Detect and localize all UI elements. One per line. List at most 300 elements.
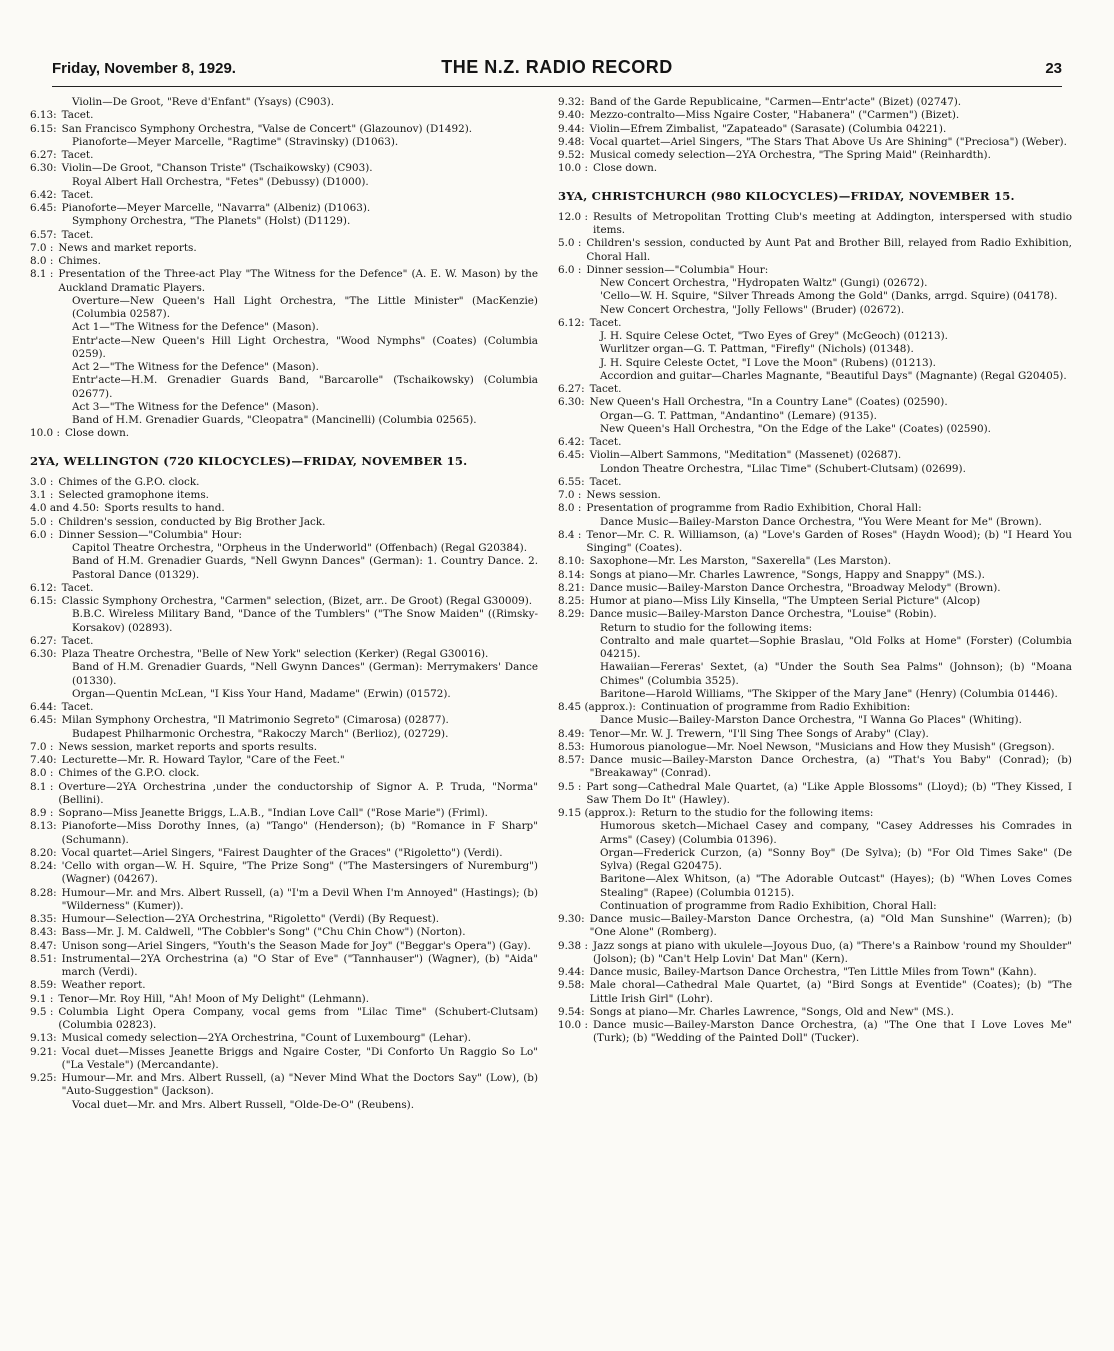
programme-entry xyxy=(30,502,538,515)
programme-time: 9.44: xyxy=(558,122,585,135)
programme-text: Dance music—Bailey-Marston Dance Orchestra, (a) "Old Man Sunshine" (Warren); (b) "One Alone" (Romberg). xyxy=(589,913,1072,939)
programme-entry xyxy=(558,728,1072,741)
programme-text: Return to studio for the following items: xyxy=(600,621,813,634)
programme-text: 'Cello with organ—W. H. Squire, "The Prize Song" ("The Mastersingers of Nuremburg") (Wagner) (04267). xyxy=(61,860,538,886)
programme-text: Tacet. xyxy=(61,149,94,161)
programme-entry xyxy=(558,807,1072,820)
programme-entry xyxy=(558,582,1072,595)
programme-time: 8.4 : xyxy=(558,528,582,541)
programme-entry xyxy=(558,370,1072,383)
programme-time: 8.28: xyxy=(30,886,57,899)
programme-text: Part song—Cathedral Male Quartet, (a) "Like Apple Blossoms" (Lloyd); (b) "They Kissed, I Saw Them Do It" (Hawley). xyxy=(586,780,1072,806)
programme-entry xyxy=(558,476,1072,489)
programme-time: 9.52: xyxy=(558,149,585,161)
programme-text: Capitol Theatre Orchestra, "Orpheus in the Underworld" (Offenbach) (Regal G20384). xyxy=(72,542,527,554)
programme-text: Selected gramophone items. xyxy=(58,489,209,501)
programme-time: 3.1 : xyxy=(30,489,54,501)
programme-entry xyxy=(30,162,538,175)
programme-time: 9.38 : xyxy=(558,939,588,952)
programme-time: 9.48: xyxy=(558,135,585,148)
programme-entry xyxy=(30,414,538,427)
programme-time: 8.57: xyxy=(558,754,585,766)
programme-entry xyxy=(558,149,1072,162)
programme-text: Overture—2YA Orchestrina ,under the conductorship of Signor A. P. Truda, "Norma" (Bellini). xyxy=(58,780,538,806)
programme-time: 6.0 : xyxy=(558,263,582,276)
programme-text: Hawaiian—Fereras' Sextet, (a) "Under the South Sea Palms" (Johnson); (b) "Moana Chimes" (Columbia 3525). xyxy=(600,661,1072,687)
programme-time: 6.57: xyxy=(30,228,57,241)
programme-text: Close down. xyxy=(592,162,658,175)
programme-time: 8.1 : xyxy=(30,780,54,793)
programme-time: 12.0 : xyxy=(558,210,588,223)
programme-entry xyxy=(558,383,1072,396)
programme-text: Baritone—Harold Williams, "The Skipper of the Mary Jane" (Henry) (Columbia 01446). xyxy=(600,687,1058,700)
programme-time: 8.21: xyxy=(558,581,585,594)
programme-text: Royal Albert Hall Orchestra, "Fetes" (Debussy) (D1000). xyxy=(72,175,369,188)
programme-text: Dance Music—Bailey-Marston Dance Orchestra, "You Were Meant for Me" (Brown). xyxy=(600,515,1042,528)
programme-text: Chimes. xyxy=(58,255,101,267)
programme-time: 6.15: xyxy=(30,595,57,607)
programme-text: Mezzo-contralto—Miss Ngaire Coster, "Habanera" ("Carmen") (Bizet). xyxy=(589,109,960,122)
programme-entry xyxy=(30,489,538,502)
programme-text: News session. xyxy=(586,489,661,501)
programme-time: 8.0 : xyxy=(30,255,54,267)
programme-time: 9.54: xyxy=(558,1005,585,1018)
programme-text: Accordion and guitar—Charles Magnante, "Beautiful Days" (Magnante) (Regal G20405). xyxy=(600,369,1067,382)
programme-time: 8.35: xyxy=(30,913,57,925)
programme-text: Band of H.M. Grenadier Guards, "Nell Gwynn Dances" (German): 1. Country Dance. 2. Pastoral Dance (01329). xyxy=(72,555,538,581)
programme-text: Vocal duet—Mr. and Mrs. Albert Russell, "Olde-De-O" (Reubens). xyxy=(72,1098,415,1111)
programme-text: Humorous pianologue—Mr. Noel Newson, "Musicians and How they Musish" (Gregson). xyxy=(589,740,1055,753)
programme-text: Entr'acte—New Queen's Hill Light Orchestra, "Wood Nymphs" (Coates) (Columbia 0259). xyxy=(72,334,538,360)
programme-entry xyxy=(30,993,538,1006)
programme-text: Tacet. xyxy=(61,228,94,241)
programme-entry xyxy=(30,109,538,122)
programme-entry xyxy=(558,136,1072,149)
programme-entry xyxy=(558,1019,1072,1046)
programme-time: 6.13: xyxy=(30,109,57,122)
programme-text: Presentation of the Three-act Play "The Witness for the Defence" (A. E. W. Mason) by the Auckland Dramatic Players. xyxy=(58,268,538,294)
programme-entry xyxy=(30,215,538,228)
programme-text: Soprano—Miss Jeanette Briggs, L.A.B., "Indian Love Call" ("Rose Marie") (Friml). xyxy=(58,807,488,819)
programme-time: 6.0 : xyxy=(30,528,54,541)
programme-entry xyxy=(30,321,538,334)
programme-entry xyxy=(558,900,1072,913)
programme-entry xyxy=(558,873,1072,900)
programme-entry xyxy=(30,847,538,860)
programme-entry xyxy=(558,423,1072,436)
programme-text: Violin—Efrem Zimbalist, "Zapateado" (Sarasate) (Columbia 04221). xyxy=(589,122,947,135)
programme-text: B.B.C. Wireless Military Band, "Dance of the Tumblers" ("The Snow Maiden" ((Rimsky-Korsakov) (02893). xyxy=(72,608,538,634)
programme-text: Humor at piano—Miss Lily Kinsella, "The Umpteen Serial Picture" (Alcop) xyxy=(589,595,981,607)
programme-text: New Concert Orchestra, "Jolly Fellows" (Bruder) (02672). xyxy=(600,303,905,316)
programme-time: 6.45: xyxy=(30,202,57,214)
programme-time: 10.0 : xyxy=(30,427,60,440)
programme-entry xyxy=(558,688,1072,701)
programme-text: Budapest Philharmonic Orchestra, "Rakoczy March" (Berlioz), (02729). xyxy=(72,727,449,740)
programme-entry xyxy=(558,290,1072,303)
programme-text: Milan Symphony Orchestra, "Il Matrimonio Segreto" (Cimarosa) (02877). xyxy=(61,714,449,727)
programme-text: Tacet. xyxy=(61,188,94,201)
programme-text: Act 3—"The Witness for the Defence" (Mason). xyxy=(72,400,319,413)
programme-time: 9.21: xyxy=(30,1045,57,1058)
programme-text: Dance music—Bailey-Marston Dance Orchestra, (a) "That's You Baby" (Conrad); (b) "Breakaway" (Conrad). xyxy=(589,754,1072,780)
programme-time: 8.0 : xyxy=(558,502,582,515)
programme-entry xyxy=(30,176,538,189)
programme-entry xyxy=(30,701,538,714)
programme-text: Pianoforte—Meyer Marcelle, "Ragtime" (Stravinsky) (D1063). xyxy=(72,135,399,148)
programme-entry xyxy=(558,330,1072,343)
programme-entry xyxy=(30,401,538,414)
programme-entry xyxy=(30,189,538,202)
programme-entry xyxy=(558,162,1072,175)
programme-text: Tenor—Mr. Roy Hill, "Ah! Moon of My Delight" (Lehmann). xyxy=(58,992,370,1005)
programme-text: Songs at piano—Mr. Charles Lawrence, "Songs, Happy and Snappy" (MS.). xyxy=(589,568,985,581)
programme-text: Dance Music—Bailey-Marston Dance Orchestra, "I Wanna Go Places" (Whiting). xyxy=(600,714,1022,727)
programme-text: Instrumental—2YA Orchestrina (a) "O Star of Eve" ("Tannhauser") (Wagner), (b) "Aida" march (Verdi). xyxy=(61,952,538,978)
programme-entry xyxy=(30,542,538,555)
programme-text: New Queen's Hall Orchestra, "In a Country Lane" (Coates) (02590). xyxy=(589,396,948,409)
programme-entry xyxy=(30,335,538,362)
programme-entry xyxy=(30,516,538,529)
programme-text: Sports results to hand. xyxy=(104,502,225,515)
programme-text: Tacet. xyxy=(61,109,94,122)
programme-text: Unison song—Ariel Singers, "Youth's the Season Made for Joy" ("Beggar's Opera") (Gay). xyxy=(61,939,531,952)
programme-time: 7.0 : xyxy=(558,489,582,501)
programme-text: Organ—Quentin McLean, "I Kiss Your Hand, Madame" (Erwin) (01572). xyxy=(72,687,451,700)
programme-time: 10.0 : xyxy=(558,1019,588,1031)
programme-time: 6.12: xyxy=(558,316,585,329)
programme-entry xyxy=(558,109,1072,122)
programme-text: Dinner session—"Columbia" Hour: xyxy=(586,263,769,276)
programme-text: Tacet. xyxy=(589,475,622,488)
programme-entry xyxy=(30,754,538,767)
programme-time: 6.27: xyxy=(30,634,57,647)
programme-entry xyxy=(30,149,538,162)
programme-text: Tacet. xyxy=(589,316,622,329)
programme-entry xyxy=(30,136,538,149)
programme-entry xyxy=(558,569,1072,582)
programme-entry xyxy=(30,648,538,661)
programme-text: Humour—Selection—2YA Orchestrina, "Rigoletto" (Verdi) (By Request). xyxy=(61,913,440,925)
programme-time: 8.9 : xyxy=(30,807,54,819)
programme-text: Baritone—Alex Whitson, (a) "The Adorable Outcast" (Hayes); (b) "When Loves Comes Stealing" (Rapee) (Columbia 01215). xyxy=(600,873,1072,899)
programme-text: Overture—New Queen's Hall Light Orchestra, "The Little Minister" (MacKenzie) (Columbia 02587). xyxy=(72,294,538,320)
programme-text: London Theatre Orchestra, "Lilac Time" (Schubert-Clutsam) (02699). xyxy=(600,462,966,475)
programme-entry xyxy=(30,781,538,808)
programme-text: Band of H.M. Grenadier Guards, "Nell Gwynn Dances" (German): Merrymakers' Dance (01330). xyxy=(72,661,538,687)
programme-entry xyxy=(558,123,1072,136)
programme-text: 'Cello—W. H. Squire, "Silver Threads Among the Gold" (Danks, arrgd. Squire) (04178). xyxy=(600,290,1058,303)
programme-entry xyxy=(558,529,1072,556)
programme-text: Jazz songs at piano with ukulele—Joyous Duo, (a) "There's a Rainbow 'round my Shoulder" (Jolson); (b) "Can't Help Lovin' Dat Man" (Kern). xyxy=(592,939,1072,965)
programme-entry xyxy=(558,264,1072,277)
programme-entry xyxy=(30,427,538,440)
programme-time: 3.0 : xyxy=(30,475,54,488)
programme-entry xyxy=(558,304,1072,317)
programme-entry xyxy=(558,913,1072,940)
programme-time: 9.44: xyxy=(558,966,585,978)
programme-time: 9.25: xyxy=(30,1072,57,1084)
programme-entry xyxy=(30,123,538,136)
programme-text: Humorous sketch—Michael Casey and company, "Casey Addresses his Comrades in Arms" (Casey) (Columbia 01396). xyxy=(600,820,1072,846)
programme-text: Lecturette—Mr. R. Howard Taylor, "Care of the Feet." xyxy=(61,754,345,766)
programme-text: Close down. xyxy=(64,427,130,440)
programme-time: 6.45: xyxy=(30,714,57,727)
programme-entry xyxy=(558,502,1072,515)
programme-entry xyxy=(558,211,1072,238)
programme-text: Symphony Orchestra, "The Planets" (Holst) (D1129). xyxy=(72,215,351,228)
programme-time: 6.30: xyxy=(30,648,57,660)
programme-text: Bass—Mr. J. M. Caldwell, "The Cobbler's Song" ("Chu Chin Chow") (Norton). xyxy=(61,926,466,939)
programme-entry xyxy=(30,635,538,648)
programme-entry xyxy=(30,940,538,953)
programme-text: Dinner Session—"Columbia" Hour: xyxy=(58,528,242,541)
programme-time: 8.25: xyxy=(558,595,585,607)
programme-entry xyxy=(30,268,538,295)
station-heading: 3YA, CHRISTCHURCH (980 KILOCYCLES)—FRIDAY, NOVEMBER 15. xyxy=(558,188,1015,203)
programme-text: Act 1—"The Witness for the Defence" (Mason). xyxy=(72,321,319,334)
programme-entry xyxy=(30,582,538,595)
programme-text: Musical comedy selection—2YA Orchestrina, "Count of Luxembourg" (Lehar). xyxy=(61,1032,472,1045)
programme-entry xyxy=(30,741,538,754)
programme-entry xyxy=(30,555,538,582)
programme-text: Chimes of the G.P.O. clock. xyxy=(58,475,200,488)
programme-entry xyxy=(558,940,1072,967)
programme-text: Humour—Mr. and Mrs. Albert Russell, (a) "Never Mind What the Doctors Say" (Low), (b) "Auto-Suggestion" (Jackson). xyxy=(61,1072,538,1098)
programme-text: Entr'acte—H.M. Grenadier Guards Band, "Barcarolle" (Tschaikowsky) (Columbia 02677). xyxy=(72,374,538,400)
programme-entry xyxy=(30,374,538,401)
programme-time: 8.1 : xyxy=(30,268,54,281)
programme-text: Dance music—Bailey-Marston Dance Orchestra, "Broadway Melody" (Brown). xyxy=(589,581,1001,594)
programme-entry xyxy=(558,436,1072,449)
programme-time: 5.0 : xyxy=(30,515,54,528)
programme-entry xyxy=(558,781,1072,808)
programme-time: 9.32: xyxy=(558,96,585,108)
programme-text: Chimes of the G.P.O. clock. xyxy=(58,767,200,780)
programme-entry xyxy=(30,728,538,741)
programme-text: Tenor—Mr. C. R. Williamson, (a) "Love's Garden of Roses" (Haydn Wood); (b) "I Heard You Singing" (Coates). xyxy=(586,528,1072,554)
programme-time: 6.42: xyxy=(558,436,585,448)
programme-entry xyxy=(558,820,1072,847)
programme-text: Organ—G. T. Pattman, "Andantino" (Lemare) (9135). xyxy=(600,409,877,422)
programme-time: 8.43: xyxy=(30,926,57,939)
programme-entry xyxy=(30,595,538,608)
programme-text: Results of Metropolitan Trotting Club's meeting at Addington, interspersed with studio items. xyxy=(592,210,1072,236)
programme-entry xyxy=(30,860,538,887)
programme-text: Wurlitzer organ—G. T. Pattman, "Firefly" (Nichols) (01348). xyxy=(600,343,914,356)
programme-entry xyxy=(30,1046,538,1073)
programme-time: 9.5 : xyxy=(558,780,582,793)
programme-text: Vocal duet—Misses Jeanette Briggs and Ngaire Coster, "Di Conforto Un Raggio So Lo" ("La Vestale") (Mercandante). xyxy=(61,1045,538,1071)
programme-time: 6.27: xyxy=(558,383,585,395)
programme-text: J. H. Squire Celeste Octet, "I Love the Moon" (Rubens) (01213). xyxy=(600,356,936,369)
programme-entry xyxy=(558,516,1072,529)
programme-time: 9.5 : xyxy=(30,1005,54,1018)
programme-time: 6.30: xyxy=(558,396,585,409)
programme-entry xyxy=(30,820,538,847)
programme-text: Vocal quartet—Ariel Singers, "The Stars That Above Us Are Shining" ("Preciosa") (Weber). xyxy=(589,135,1067,148)
programme-entry xyxy=(30,1072,538,1099)
programme-entry xyxy=(30,361,538,374)
programme-text: Humour—Mr. and Mrs. Albert Russell, (a) "I'm a Devil When I'm Annoyed" (Hastings); (b) "Wilderness" (Kumer)). xyxy=(61,886,538,912)
programme-time: 9.1 : xyxy=(30,992,54,1005)
programme-entry xyxy=(30,295,538,322)
programme-text: Band of the Garde Republicaine, "Carmen—Entr'acte" (Bizet) (02747). xyxy=(589,96,962,108)
programme-time: 7.0 : xyxy=(30,740,54,753)
programme-text: Dance music—Bailey-Marston Dance Orchestra, (a) "The One that I Love Loves Me" (Turk); (b) "Wedding of the Painted Doll" (Tucker). xyxy=(592,1019,1072,1045)
programme-text: Continuation of programme from Radio Exhibition, Choral Hall: xyxy=(600,899,937,912)
programme-entry xyxy=(30,926,538,939)
programme-text: Musical comedy selection—2YA Orchestra, "The Spring Maid" (Reinhardth). xyxy=(589,149,991,161)
programme-time: 9.58: xyxy=(558,979,585,992)
programme-entry xyxy=(558,343,1072,356)
programme-text: Pianoforte—Miss Dorothy Innes, (a) "Tango" (Henderson); (b) "Romance in F Sharp" (Schumann). xyxy=(61,820,538,846)
programme-text: Tacet. xyxy=(589,436,622,448)
programme-text: Tacet. xyxy=(61,581,94,594)
programme-time: 6.15: xyxy=(30,122,57,135)
programme-text: Dance music—Bailey-Marston Dance Orchestra, "Louise" (Robin). xyxy=(589,608,937,621)
programme-time: 9.30: xyxy=(558,913,585,925)
programme-text: Band of H.M. Grenadier Guards, "Cleopatra" (Mancinelli) (Columbia 02565). xyxy=(72,414,477,426)
programme-entry xyxy=(30,255,538,268)
programme-entry xyxy=(558,96,1072,109)
station-heading: 2YA, WELLINGTON (720 KILOCYCLES)—FRIDAY, NOVEMBER 15. xyxy=(30,453,468,468)
programme-entry xyxy=(558,489,1072,502)
programme-time: 8.20: xyxy=(30,846,57,859)
programme-text: Weather report. xyxy=(61,979,146,992)
programme-time: 8.47: xyxy=(30,939,57,952)
programme-entry xyxy=(30,96,538,109)
programme-entry xyxy=(30,807,538,820)
programme-entry xyxy=(30,767,538,780)
programme-text: Plaza Theatre Orchestra, "Belle of New York" selection (Kerker) (Regal G30016). xyxy=(61,648,489,660)
page-header xyxy=(52,57,1062,87)
programme-text: News session, market reports and sports results. xyxy=(58,740,318,753)
programme-entry xyxy=(30,661,538,688)
programme-text: Act 2—"The Witness for the Defence" (Mason). xyxy=(72,361,319,373)
programme-entry xyxy=(558,410,1072,423)
programme-text: Contralto and male quartet—Sophie Braslau, "Old Folks at Home" (Forster) (Columbia 04215). xyxy=(600,634,1072,660)
programme-entry xyxy=(558,847,1072,874)
programme-time: 6.44: xyxy=(30,701,57,713)
programme-entry xyxy=(558,714,1072,727)
programme-time: 6.42: xyxy=(30,188,57,201)
programme-entry xyxy=(558,317,1072,330)
programme-text: New Concert Orchestra, "Hydropaten Waltz" (Gungi) (02672). xyxy=(600,277,928,289)
programme-entry xyxy=(558,463,1072,476)
programme-entry xyxy=(30,913,538,926)
programme-entry xyxy=(30,714,538,727)
programme-time: 6.30: xyxy=(30,162,57,175)
programme-text: Children's session, conducted by Big Brother Jack. xyxy=(58,515,326,528)
programme-time: 10.0 : xyxy=(558,162,588,175)
programme-entry xyxy=(558,754,1072,781)
programme-time: 8.14: xyxy=(558,568,585,581)
programme-time: 8.59: xyxy=(30,979,57,992)
programme-entry xyxy=(30,529,538,542)
programme-entry xyxy=(558,595,1072,608)
programme-time: 8.53: xyxy=(558,740,585,753)
programme-entry xyxy=(30,1032,538,1045)
programme-entry xyxy=(30,979,538,992)
programme-time: 9.40: xyxy=(558,109,585,122)
programme-text: Tacet. xyxy=(61,701,94,713)
programme-time: 4.0 and 4.50: xyxy=(30,502,100,515)
left-column xyxy=(30,96,538,1337)
programme-text: Organ—Frederick Curzon, (a) "Sonny Boy" (De Sylva); (b) "For Old Times Sake" (De Sylva) (Regal G20475). xyxy=(600,846,1072,872)
programme-text: Tacet. xyxy=(61,634,94,647)
programme-text: Classic Symphony Orchestra, "Carmen" selection, (Bizet, arr.. De Groot) (Regal G30009). xyxy=(61,595,533,607)
programme-entry xyxy=(558,1006,1072,1019)
programme-text: J. H. Squire Celese Octet, "Two Eyes of Grey" (McGeoch) (01213). xyxy=(600,330,948,342)
programme-text: Presentation of programme from Radio Exhibition, Choral Hall: xyxy=(586,502,922,515)
programme-entry xyxy=(558,449,1072,462)
programme-time: 7.40: xyxy=(30,754,57,766)
programme-entry xyxy=(30,688,538,701)
programme-entry xyxy=(558,396,1072,409)
programme-entry xyxy=(558,237,1072,264)
programme-entry xyxy=(558,979,1072,1006)
programme-time: 8.0 : xyxy=(30,767,54,780)
programme-entry xyxy=(558,741,1072,754)
programme-text: Continuation of programme from Radio Exhibition: xyxy=(640,701,911,713)
programme-text: Tenor—Mr. W. J. Trewern, "I'll Sing Thee Songs of Araby" (Clay). xyxy=(589,727,929,740)
programme-entry xyxy=(558,357,1072,370)
programme-text: News and market reports. xyxy=(58,241,197,254)
programme-time: 8.45 (approx.): xyxy=(558,701,636,713)
programme-text: Songs at piano—Mr. Charles Lawrence, "Songs, Old and New" (MS.). xyxy=(589,1005,954,1018)
programme-text: Tacet. xyxy=(589,383,622,395)
programme-text: Children's session, conducted by Aunt Pat and Brother Bill, relayed from Radio Exhibition, Choral Hall. xyxy=(586,237,1072,263)
programme-time: 8.10: xyxy=(558,555,585,568)
programme-text: Dance music, Bailey-Martson Dance Orchestra, "Ten Little Miles from Town" (Kahn). xyxy=(589,966,1037,978)
programme-entry xyxy=(558,277,1072,290)
programme-text: New Queen's Hall Orchestra, "On the Edge of the Lake" (Coates) (02590). xyxy=(600,422,991,435)
programme-time: 6.55: xyxy=(558,475,585,488)
programme-time: 8.29: xyxy=(558,608,585,621)
programme-time: 9.15 (approx.): xyxy=(558,807,636,819)
programme-text: San Francisco Symphony Orchestra, "Valse de Concert" (Glazounov) (D1492). xyxy=(61,122,473,135)
programme-entry xyxy=(558,966,1072,979)
programme-time: 9.13: xyxy=(30,1032,57,1045)
programme-entry xyxy=(30,1099,538,1112)
programme-time: 6.12: xyxy=(30,581,57,594)
programme-entry xyxy=(558,635,1072,662)
programme-time: 8.49: xyxy=(558,727,585,740)
programme-entry xyxy=(558,661,1072,688)
programme-text: Columbia Light Opera Company, vocal gems from "Lilac Time" (Schubert-Clutsam) (Columbia 02823). xyxy=(58,1005,538,1031)
programme-entry xyxy=(558,555,1072,568)
right-column xyxy=(558,96,1072,1337)
programme-text: Violin—De Groot, "Reve d'Enfant" (Ysays) (C903). xyxy=(72,96,335,108)
programme-text: Male choral—Cathedral Male Quartet, (a) "Bird Songs at Eventide" (Coates); (b) "The Little Irish Girl" (Lohr). xyxy=(589,979,1072,1005)
programme-text: Pianoforte—Meyer Marcelle, "Navarra" (Albeniz) (D1063). xyxy=(61,202,371,214)
programme-entry xyxy=(30,608,538,635)
programme-text: Vocal quartet—Ariel Singers, "Fairest Daughter of the Graces" ("Rigoletto") (Verdi). xyxy=(61,846,503,859)
publication-title: THE N.Z. RADIO RECORD xyxy=(441,57,673,77)
programme-entry xyxy=(30,476,538,489)
programme-entry xyxy=(30,953,538,980)
programme-time: 5.0 : xyxy=(558,237,582,250)
programme-time: 8.24: xyxy=(30,860,57,872)
programme-time: 7.0 : xyxy=(30,241,54,254)
issue-date: Friday, November 8, 1929. xyxy=(52,60,236,77)
programme-entry xyxy=(30,202,538,215)
programme-time: 6.45: xyxy=(558,449,585,462)
programme-entry xyxy=(30,229,538,242)
programme-entry xyxy=(558,622,1072,635)
programme-entry xyxy=(30,887,538,914)
